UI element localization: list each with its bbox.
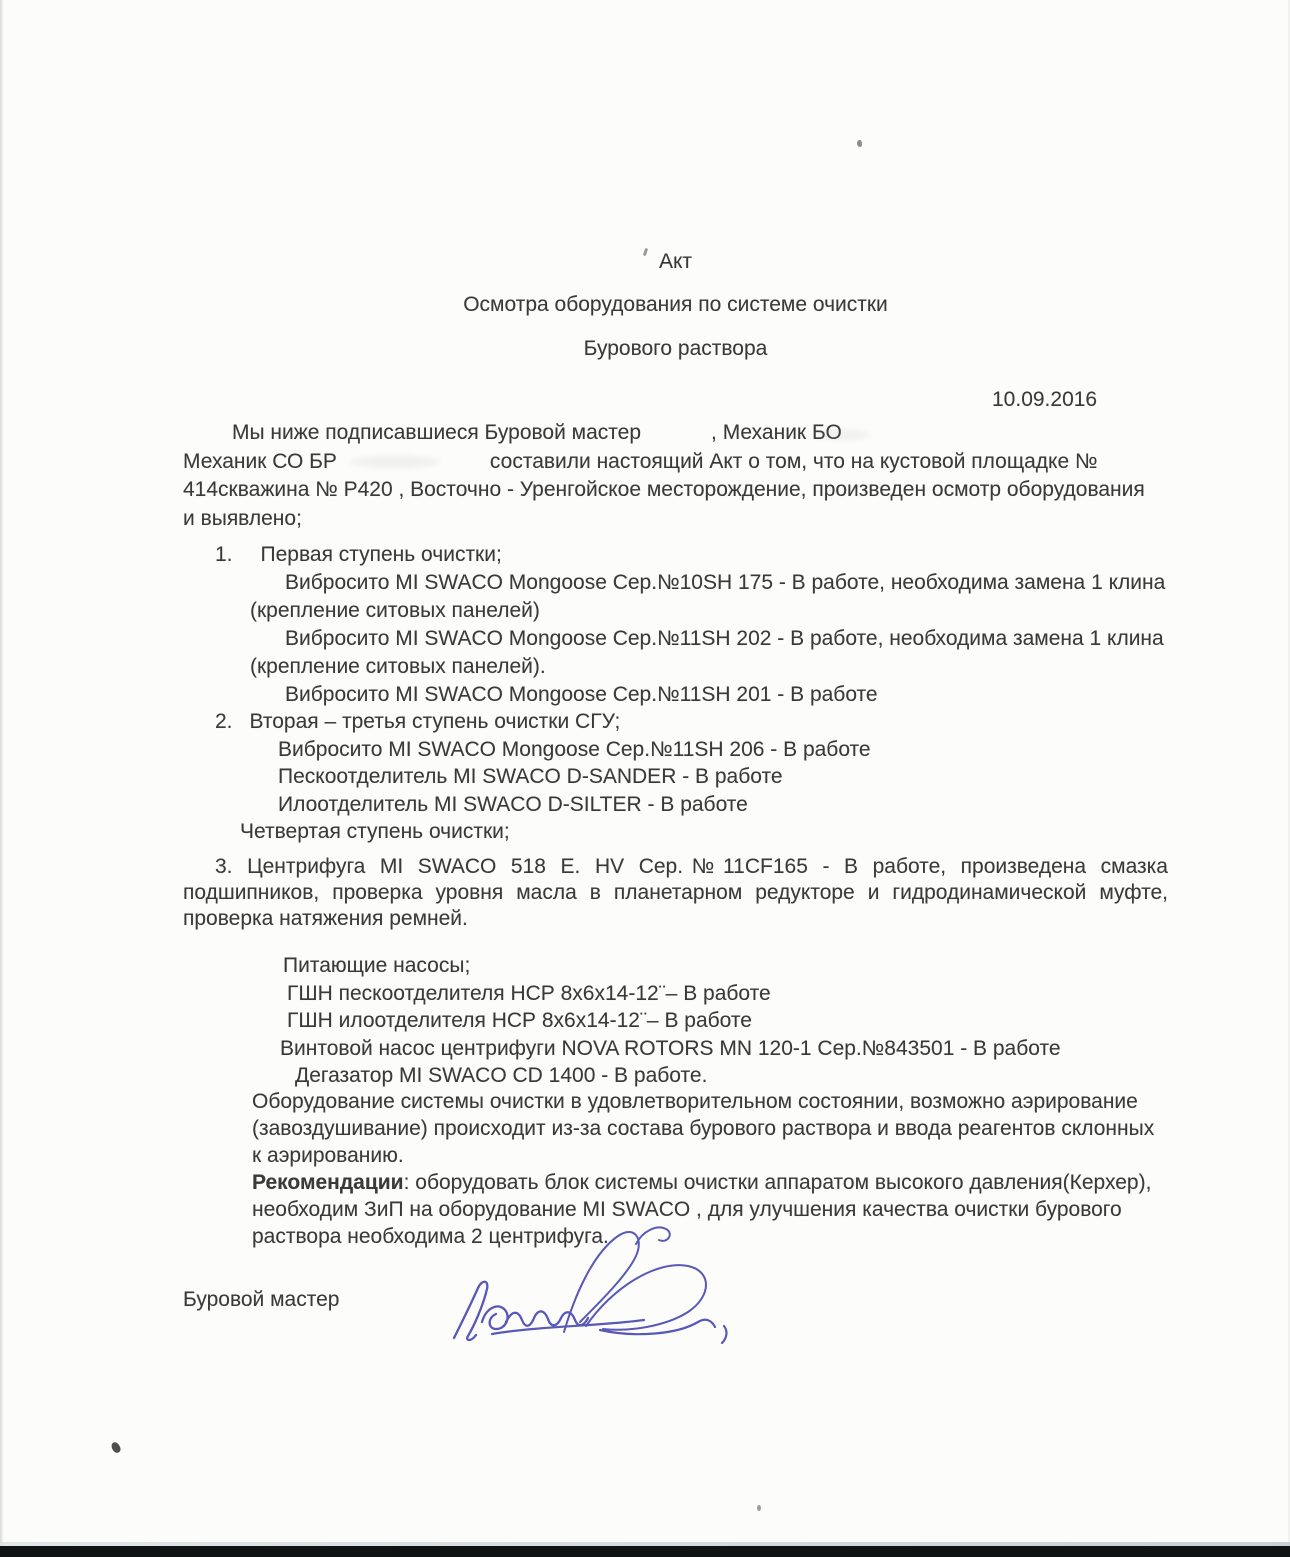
pump-line: Дегазатор MI SWACO CD 1400 - В работе. bbox=[295, 1064, 708, 1087]
section-1-heading bbox=[183, 541, 1165, 569]
feeding-pumps-block bbox=[183, 952, 1061, 1090]
conclusion-line-3: к аэрированию. bbox=[252, 1144, 404, 1167]
fourth-stage-line: Четвертая ступень очистки; bbox=[240, 820, 510, 843]
scan-speck bbox=[757, 1505, 761, 1511]
section-2-second-third-stage bbox=[183, 708, 871, 846]
recommendations-line-1 bbox=[252, 1169, 1151, 1196]
recommendations-line1-text: : оборудовать блок системы очистки аппаратом высокого давления(Керхер), bbox=[403, 1171, 1152, 1194]
signature-handwritten bbox=[440, 1222, 740, 1352]
section-3-line-3: проверка натяжения ремней. bbox=[183, 907, 468, 930]
intro-paragraph bbox=[183, 419, 1193, 533]
signature-ink-svg bbox=[440, 1222, 740, 1352]
recommendations-line-2: необходим ЗиП на оборудование MI SWACO , для улучшения качества очистки бурового bbox=[252, 1198, 1122, 1221]
erased-text-smudge bbox=[350, 456, 440, 468]
intro-line-3: 414скважина № Р420 , Восточно - Уренгойское месторождение, произведен осмотр оборудования bbox=[183, 478, 1145, 501]
section-2-heading bbox=[183, 708, 871, 736]
scan-speck bbox=[856, 140, 862, 148]
scan-speck bbox=[110, 1441, 121, 1454]
equipment-line: Пескоотделитель MI SWACO D-SANDER - В работе bbox=[278, 765, 783, 788]
section-2-title: Вторая – третья ступень очистки СГУ; bbox=[249, 710, 621, 733]
intro-line-2 bbox=[183, 448, 1193, 477]
equipment-line: (крепление ситовых панелей) bbox=[250, 599, 540, 622]
pump-line: ГШН пескоотделителя НСР 8х6х14-12¨– В работе bbox=[287, 981, 771, 1005]
intro-line-4: и выявлено; bbox=[183, 506, 302, 530]
section-3-line-1: 3. Центрифуга MI SWACO 518 E. HV Сер.№11CF165 - В работе, произведена смазка bbox=[215, 855, 1168, 878]
document-title-line1: Акт bbox=[658, 250, 693, 273]
intro-line1-text: Мы ниже подписавшиеся Буровой мастер bbox=[232, 421, 642, 444]
equipment-line: (крепление ситовых панелей). bbox=[250, 655, 546, 678]
erased-text-smudge bbox=[815, 430, 870, 440]
section-3-centrifuge-paragraph bbox=[183, 854, 1168, 932]
conclusion-line-1: Оборудование системы очистки в удовлетворительном состоянии, возможно аэрирование bbox=[252, 1090, 1138, 1113]
pump-line: ГШН илоотделителя НСР 8х6х14-12¨– В работе bbox=[287, 1009, 752, 1032]
equipment-line: Вибросито MI SWACO Mongoose Сер.№11SH 201 - В работе bbox=[285, 683, 878, 706]
recommendations-label: Рекомендации bbox=[252, 1171, 404, 1194]
section-2-number: 2. bbox=[215, 710, 233, 733]
equipment-line: Вибросито MI SWACO Mongoose Сер.№11SH 206 - В работе bbox=[278, 737, 871, 761]
equipment-line: Вибросито MI SWACO Mongoose Сер.№11SH 202 - В работе, необходима замена 1 клина bbox=[285, 627, 1164, 650]
equipment-line: Вибросито MI SWACO Mongoose Сер.№10SH 175 - В работе, необходима замена 1 клина bbox=[285, 571, 1166, 594]
section-1-number: 1. bbox=[215, 543, 233, 566]
recommendations-line-3: раствора необходима 2 центрифуга. bbox=[252, 1225, 609, 1248]
scan-left-edge-line bbox=[0, 0, 3, 1557]
document-date: 10.09.2016 bbox=[992, 388, 1098, 411]
intro-line2-cont: составили настоящий Акт о том, что на кустовой площадке № bbox=[489, 449, 1098, 473]
conclusion-line-2: (завоздушивание) происходит из-за состава бурового раствора и ввода реагентов склонных bbox=[252, 1117, 1155, 1140]
intro-line1-cont: , Механик БО bbox=[711, 421, 842, 444]
document-title-line3: Бурового раствора bbox=[583, 337, 768, 360]
intro-line2-text: Механик СО БР bbox=[183, 449, 337, 473]
signer-role-label: Буровой мастер bbox=[183, 1288, 340, 1311]
section-1-first-stage bbox=[183, 541, 1165, 709]
section-3-line-2: подшипников, проверка уровня масла в планетарном редукторе и гидродинамической муфте, bbox=[183, 881, 1168, 904]
conclusion-paragraph bbox=[252, 1088, 1154, 1169]
document-title-line2: Осмотра оборудования по системе очистки bbox=[463, 293, 888, 316]
section-1-title: Первая ступень очистки; bbox=[260, 543, 502, 566]
pumps-heading: Питающие насосы; bbox=[283, 954, 471, 977]
scan-bottom-black-bar bbox=[0, 1546, 1290, 1557]
equipment-line: Илоотделитель MI SWACO D-SILTER - В работе bbox=[278, 792, 748, 816]
pump-line: Винтовой насос центрифуги NOVA ROTORS MN 120-1 Сер.№843501 - В работе bbox=[280, 1036, 1061, 1060]
intro-line-1 bbox=[183, 419, 1193, 448]
